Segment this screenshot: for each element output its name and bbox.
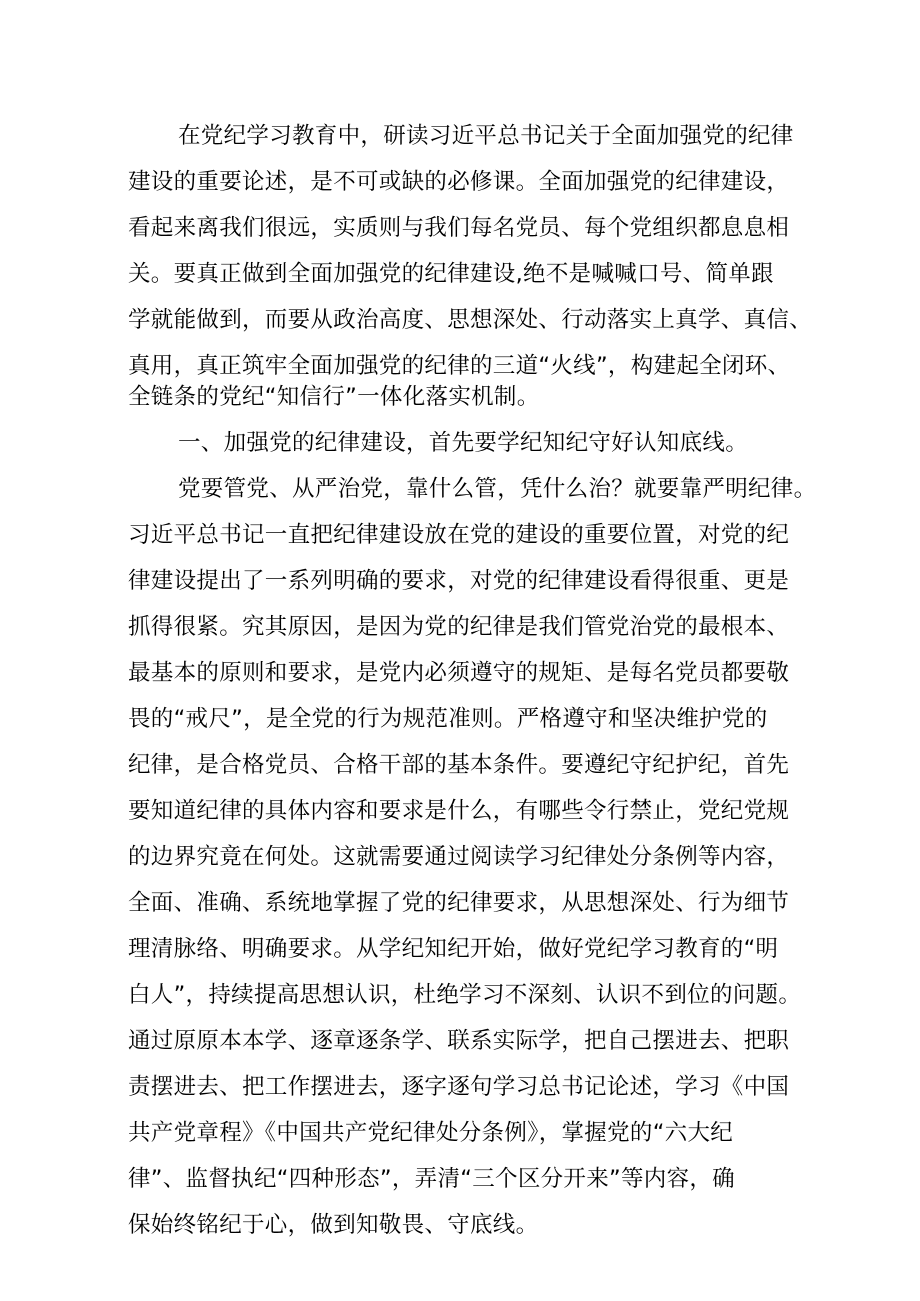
text-line-24: 律”、监督执纪“四种形态”，弄清“三个区分开来”等内容，确	[128, 1166, 735, 1192]
text-line-18: 全面、准确、系统地掌握了党的纪律要求，从思想深处、行为细节	[128, 890, 790, 916]
text-line-7: 全链条的党纪“知信行”一体化落实机制。	[128, 384, 540, 410]
text-line-22: 责摆进去、把工作摆进去，逐字逐句学习总书记论述，学习《中国	[128, 1074, 790, 1100]
text-line-2: 建设的重要论述，是不可或缺的必修课。全面加强党的纪律建设，	[128, 169, 790, 195]
text-line-1: 在党纪学习教育中，研读习近平总书记关于全面加强党的纪律	[178, 123, 794, 149]
section-heading-1: 一、加强党的纪律建设，首先要学纪知纪守好认知底线。	[178, 430, 749, 456]
text-line-3: 看起来离我们很远，实质则与我们每名党员、每个党组织都息息相	[128, 215, 790, 241]
text-line-17: 的边界究竟在何处。这就需要通过阅读学习纪律处分条例等内容，	[128, 844, 790, 870]
text-line-20: 白人”，持续提高思想认识，杜绝学习不深刻、认识不到位的问题。	[128, 982, 802, 1008]
text-line-10: 习近平总书记一直把纪律建设放在党的建设的重要位置，对党的纪	[128, 522, 790, 548]
text-line-11: 律建设提出了一系列明确的要求，对党的纪律建设看得很重、更是	[128, 568, 790, 594]
text-line-13: 最基本的原则和要求，是党内必须遵守的规矩、是每名党员都要敬	[128, 660, 790, 686]
text-line-14: 畏的“戒尺”，是全党的行为规范准则。严格遵守和坚决维护党的	[128, 706, 768, 732]
text-line-15: 纪律，是合格党员、合格干部的基本条件。要遵纪守纪护纪，首先	[128, 752, 790, 778]
text-line-6: 真用，真正筑牢全面加强党的纪律的三道“火线”，构建起全闭环、	[128, 353, 791, 379]
text-line-21: 通过原原本本学、逐章逐条学、联系实际学，把自己摆进去、把职	[128, 1028, 790, 1054]
text-line-4: 关。要真正做到全面加强党的纪律建设,绝不是喊喊口号、简单跟	[128, 261, 774, 287]
text-line-12: 抓得很紧。究其原因，是因为党的纪律是我们管党治党的最根本、	[128, 614, 790, 640]
text-line-16: 要知道纪律的具体内容和要求是什么，有哪些令行禁止，党纪党规	[128, 798, 790, 824]
text-line-5: 学就能做到，而要从政治高度、思想深处、行动落实上真学、真信、	[128, 307, 813, 333]
text-line-9: 党要管党、从严治党，靠什么管，凭什么治？就要靠严明纪律。	[178, 476, 817, 502]
text-line-19: 理清脉络、明确要求。从学纪知纪开始，做好党纪学习教育的“明	[128, 936, 779, 962]
text-line-23: 共产党章程》《中国共产党纪律处分条例》，掌握党的“六大纪	[128, 1120, 734, 1146]
text-line-25: 保始终铭纪于心，做到知敬畏、守底线。	[128, 1212, 539, 1238]
